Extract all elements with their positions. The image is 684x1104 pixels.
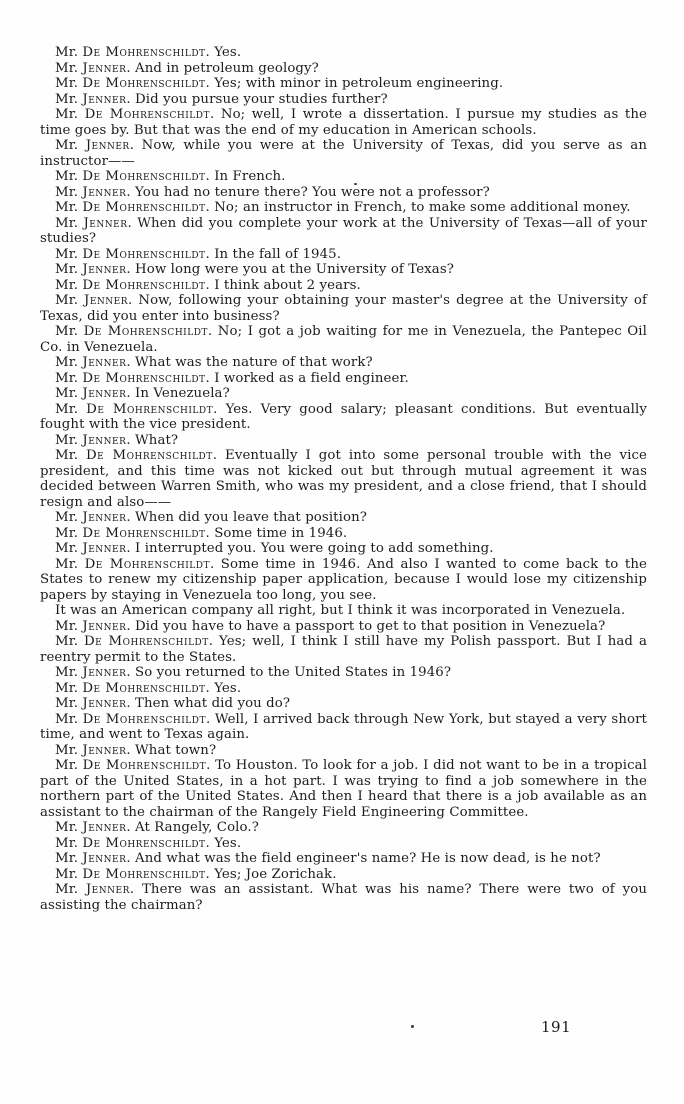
transcript-paragraph: Mr. De Mohrenschildt. Yes. bbox=[55, 680, 242, 696]
transcript-paragraph: Mr. Jenner. I interrupted you. You were going to add something. bbox=[55, 541, 494, 556]
speaker-name: Jenner bbox=[82, 851, 127, 866]
speaker-name: Jenner bbox=[84, 293, 129, 308]
speaker-name: Jenner bbox=[82, 510, 127, 525]
speaker-name: Jenner bbox=[82, 184, 127, 200]
scan-speck bbox=[411, 1025, 414, 1028]
speaker-name: Jenner bbox=[82, 665, 127, 680]
transcript-paragraph: Mr. Jenner. So you returned to the United States in 1946? bbox=[55, 665, 452, 680]
transcript-paragraph: Mr. De Mohrenschildt. To Houston. To look for a job. I did not want to be in a tropical part of the United States, in a hot part. I was trying to find a job somewhere in the northern part of the United States. And then I heard that there is a job available as an assistant to the chairman of the Rangely Field Engineering Committee. bbox=[40, 758, 647, 820]
speaker-name: Jenner bbox=[82, 60, 127, 76]
speaker-name: De Mohrenschildt bbox=[85, 448, 213, 463]
transcript-paragraph: Mr. De Mohrenschildt. In French. bbox=[55, 169, 286, 184]
transcript-paragraph: Mr. Jenner. And in petroleum geology? bbox=[55, 60, 319, 76]
speaker-name: De Mohrenschildt bbox=[82, 370, 206, 386]
speaker-name: Jenner bbox=[82, 432, 127, 448]
transcript-paragraph: Mr. Jenner. What town? bbox=[55, 742, 217, 758]
speaker-name: De Mohrenschildt bbox=[84, 107, 210, 122]
speaker-name: Jenner bbox=[83, 215, 128, 231]
speaker-name: De Mohrenschildt bbox=[82, 866, 206, 882]
speaker-name: Jenner bbox=[82, 618, 127, 634]
speaker-name: De Mohrenschildt bbox=[83, 324, 208, 339]
scan-speck bbox=[354, 183, 357, 185]
transcript-paragraph: Mr. Jenner. In Venezuela? bbox=[55, 386, 230, 401]
speaker-name: De Mohrenschildt bbox=[82, 680, 206, 696]
transcript-paragraph: Mr. De Mohrenschildt. Yes. Very good salary; pleasant conditions. But eventually fought with the vice president. bbox=[40, 401, 647, 432]
speaker-name: De Mohrenschildt bbox=[86, 401, 214, 417]
transcript-paragraph: Mr. De Mohrenschildt. Yes. bbox=[55, 45, 242, 60]
speaker-name: De Mohrenschildt bbox=[82, 835, 206, 851]
speaker-name: De Mohrenschildt bbox=[82, 525, 206, 541]
transcript-paragraph: Mr. Jenner. What was the nature of that work? bbox=[55, 355, 373, 370]
speaker-name: Jenner bbox=[82, 541, 127, 556]
transcript-paragraph: Mr. De Mohrenschildt. No; well, I wrote a dissertation. I pursue my studies as the time goes by. But that was the end of my education in American schools. bbox=[40, 107, 647, 138]
transcript-paragraph: Mr. De Mohrenschildt. Well, I arrived back through New York, but stayed a very short time, and went to Texas again. bbox=[40, 711, 647, 742]
transcript-paragraph: Mr. De Mohrenschildt. No; I got a job waiting for me in Venezuela, the Pantepec Oil Co. in Venezuela. bbox=[40, 324, 647, 355]
speaker-name: Jenner bbox=[82, 355, 127, 370]
speaker-name: De Mohrenschildt bbox=[82, 758, 207, 773]
transcript-paragraph: Mr. Jenner. How long were you at the University of Texas? bbox=[55, 262, 454, 277]
speaker-name: Jenner bbox=[82, 386, 127, 401]
transcript bbox=[40, 45, 647, 913]
transcript-paragraph: It was an American company all right, but I think it was incorporated in Venezuela. bbox=[55, 603, 626, 618]
speaker-name: De Mohrenschildt bbox=[82, 169, 206, 184]
transcript-paragraph: Mr. Jenner. And what was the field engineer's name? He is now dead, is he not? bbox=[55, 851, 601, 866]
speaker-name: De Mohrenschildt bbox=[82, 76, 206, 91]
transcript-paragraph: Mr. Jenner. There was an assistant. What was his name? There were two of you assisting the chairman? bbox=[40, 882, 647, 913]
transcript-paragraph: Mr. Jenner. What? bbox=[55, 432, 179, 448]
transcript-paragraph: Mr. De Mohrenschildt. Some time in 1946. bbox=[55, 525, 348, 541]
transcript-paragraph: Mr. Jenner. Now, following your obtaining your master's degree at the University of Texas, did you enter into business? bbox=[40, 293, 647, 324]
speaker-name: De Mohrenschildt bbox=[82, 200, 206, 215]
speaker-name: Jenner bbox=[85, 138, 130, 153]
transcript-paragraph: Mr. Jenner. Did you have to have a passport to get to that position in Venezuela? bbox=[55, 618, 606, 634]
transcript-paragraph: Mr. Jenner. You had no tenure there? You were not a professor? bbox=[55, 184, 490, 200]
transcript-paragraph: Mr. De Mohrenschildt. No; an instructor in French, to make some additional money. bbox=[55, 200, 631, 215]
speaker-name: Jenner bbox=[82, 91, 127, 107]
speaker-name: De Mohrenschildt bbox=[82, 277, 206, 293]
transcript-paragraph: Mr. De Mohrenschildt. Yes; with minor in petroleum engineering. bbox=[55, 76, 504, 91]
transcript-paragraph: Mr. Jenner. Then what did you do? bbox=[55, 696, 291, 711]
transcript-paragraph: Mr. De Mohrenschildt. Some time in 1946. And also I wanted to come back to the States to renew my citizenship paper application, because I would lose my citizenship papers by staying in Venezuela too long, you see. bbox=[40, 556, 647, 603]
speaker-name: Jenner bbox=[82, 696, 127, 711]
speaker-name: Jenner bbox=[82, 742, 127, 758]
speaker-name: Jenner bbox=[82, 820, 127, 835]
speaker-name: De Mohrenschildt bbox=[82, 45, 206, 60]
transcript-paragraph: Mr. De Mohrenschildt. Yes. bbox=[55, 835, 242, 851]
speaker-name: Jenner bbox=[82, 262, 127, 277]
transcript-paragraph: Mr. De Mohrenschildt. Yes; Joe Zorichak. bbox=[55, 866, 337, 882]
speaker-name: De Mohrenschildt bbox=[82, 246, 206, 262]
transcript-paragraph: Mr. De Mohrenschildt. In the fall of 1945. bbox=[55, 246, 342, 262]
transcript-paragraph: Mr. De Mohrenschildt. I worked as a field engineer. bbox=[55, 370, 409, 386]
transcript-paragraph: Mr. De Mohrenschildt. Eventually I got into some personal trouble with the vice president, and this time was not kicked out but through mutual agreement it was decided between Warren Smith, who was my president, and a close friend, that I should resign and also—— bbox=[40, 448, 648, 510]
transcript-paragraph: Mr. Jenner. Now, while you were at the University of Texas, did you serve as an instructor—— bbox=[40, 138, 647, 169]
speaker-name: De Mohrenschildt bbox=[84, 556, 210, 572]
transcript-paragraph: Mr. Jenner. When did you leave that position? bbox=[55, 510, 367, 525]
speaker-name: Jenner bbox=[85, 882, 130, 897]
page-number: 191 bbox=[541, 1018, 572, 1036]
transcript-paragraph: Mr. De Mohrenschildt. Yes; well, I think I still have my Polish passport. But I had a reentry permit to the States. bbox=[40, 634, 647, 665]
transcript-paragraph: Mr. De Mohrenschildt. I think about 2 years. bbox=[55, 277, 361, 293]
speaker-name: De Mohrenschildt bbox=[83, 634, 209, 649]
transcript-paragraph: Mr. Jenner. When did you complete your work at the University of Texas—all of your studies? bbox=[40, 215, 647, 246]
speaker-name: De Mohrenschildt bbox=[82, 711, 206, 727]
transcript-paragraph: Mr. Jenner. Did you pursue your studies further? bbox=[55, 91, 388, 107]
transcript-paragraph: Mr. Jenner. At Rangely, Colo.? bbox=[55, 820, 259, 835]
